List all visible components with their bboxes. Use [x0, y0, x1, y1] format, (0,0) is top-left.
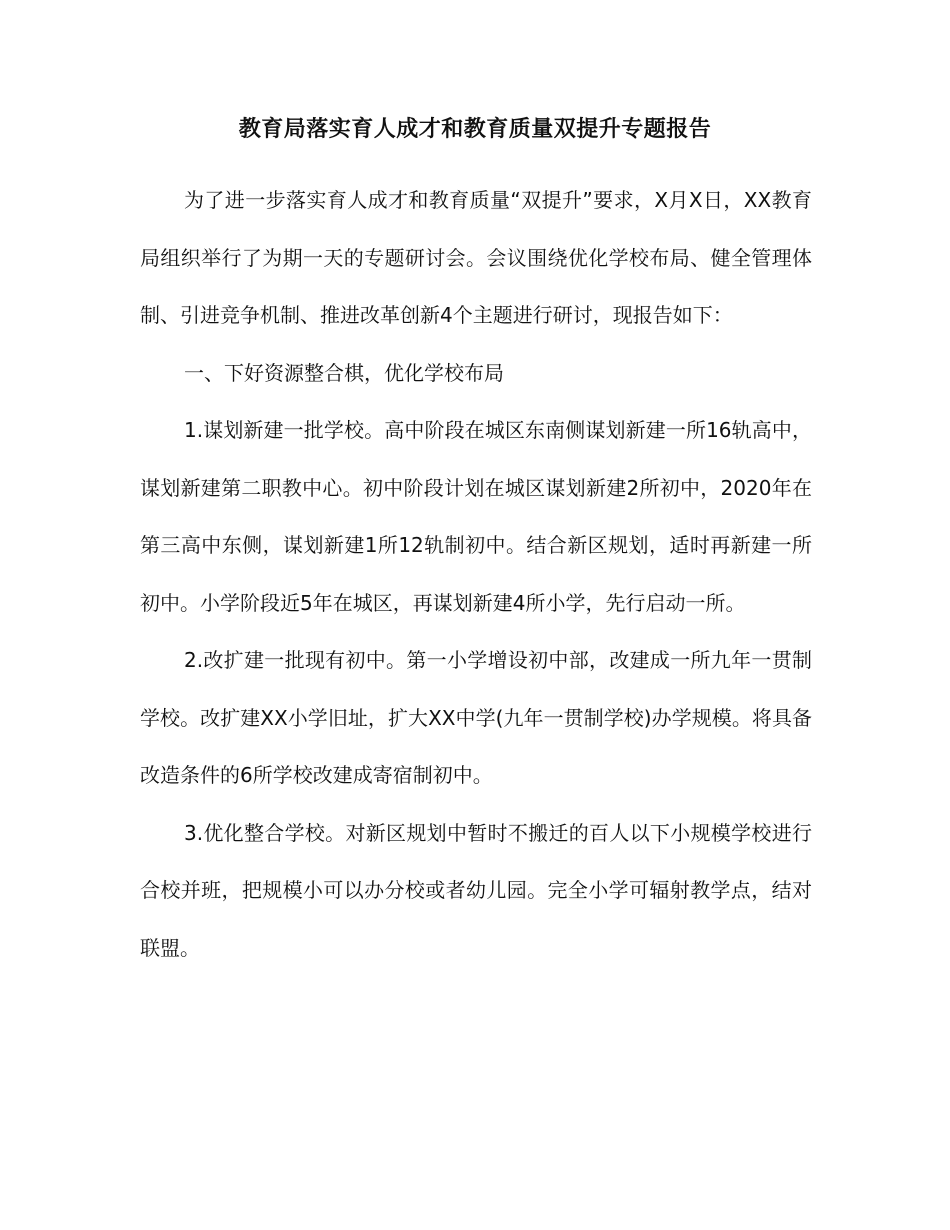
item-paragraph-3: 3.优化整合学校。对新区规划中暂时不搬迁的百人以下小规模学校进行合校并班，把规模小可以办分校或者幼儿园。完全小学可辐射教学点，结对联盟。 [140, 820, 812, 960]
intro-paragraph: 为了进一步落实育人成才和教育质量“双提升”要求，X月X日，XX教育局组织举行了为期一天的专题研讨会。会议围绕优化学校布局、健全管理体制、引进竞争机制、推进改革创新4个主题进行研讨，现报告如下： [140, 188, 812, 327]
document-title: 教育局落实育人成才和教育质量双提升专题报告 [238, 117, 712, 142]
item-paragraph-1: 1.谋划新建一批学校。高中阶段在城区东南侧谋划新建一所16轨高中，谋划新建第二职教中心。初中阶段计划在城区谋划新建2所初中，2020年在第三高中东侧，谋划新建1所12轨制初中。结合新区规划，适时再新建一所初中。小学阶段近5年在城区，再谋划新建4所小学，先行启动一所。 [140, 418, 812, 615]
document-body [140, 172, 812, 977]
item-paragraph-2: 2.改扩建一批现有初中。第一小学增设初中部，改建成一所九年一贯制学校。改扩建XX小学旧址，扩大XX中学(九年一贯制学校)办学规模。将具备改造条件的6所学校改建成寄宿制初中。 [140, 648, 812, 787]
section-heading-1: 一、下好资源整合棋，优化学校布局 [184, 360, 504, 385]
